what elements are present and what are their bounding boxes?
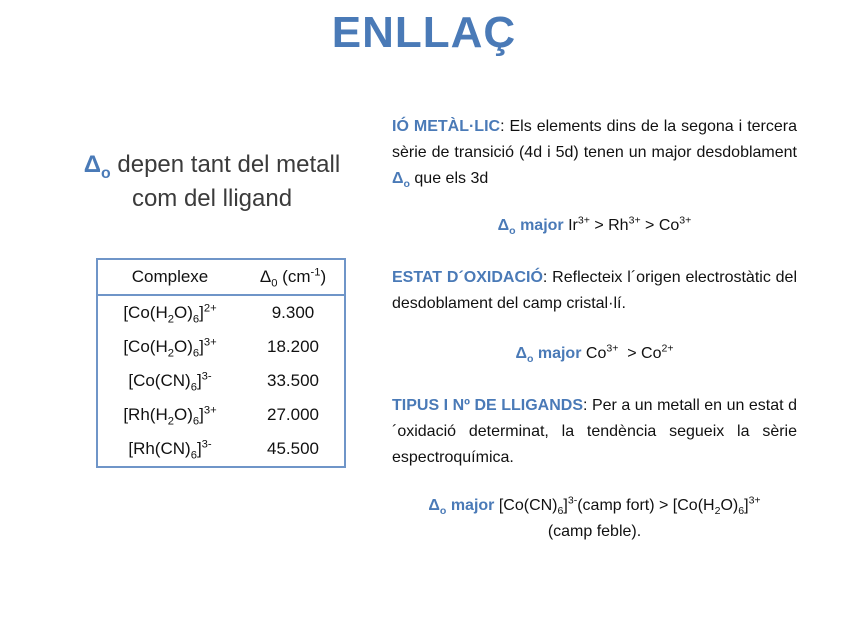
complex-formula: $[Co(H_2O)_6]^{2+}$ bbox=[123, 302, 217, 326]
complex-formula: $[Co(H_2O)_6]^{3+}$ bbox=[123, 336, 217, 360]
complex-table bbox=[96, 258, 346, 468]
ion-metallic-paragraph: IÓ METÀL·LIC: Els elements dins de la segona i tercera sèrie de transició (4d i 5d) tenen un major desdoblament $\Delta_o$ que els 3d bbox=[392, 118, 797, 191]
ion-metallic-label: IÓ METÀL·LIC bbox=[392, 118, 501, 135]
table-row bbox=[97, 398, 345, 432]
ligand-type-label: TIPUS I Nº DE LLIGANDS bbox=[392, 397, 584, 414]
oxidation-state-formula: $\Delta_o$ major $Co^{3+} > Co^{2+}$ bbox=[515, 342, 674, 366]
table-row bbox=[97, 330, 345, 364]
delta-value: 9.300 bbox=[271, 303, 315, 322]
oxidation-state-paragraph: ESTAT D´OXIDACIÓ: Reflecteix l´origen electrostàtic del desdoblament del camp cristal·lí. bbox=[392, 269, 797, 312]
delta-value: 18.200 bbox=[267, 337, 319, 356]
left-heading bbox=[62, 148, 362, 216]
delta-value: 27.000 bbox=[267, 405, 319, 424]
table-row bbox=[97, 432, 345, 467]
ion-metallic-formula: $\Delta_o$ major $Ir^{3+} > Rh^{3+} > Co^{3+}$ bbox=[497, 214, 692, 238]
column-header-delta: $\Delta_0$ $(cm^{-1})$ bbox=[242, 259, 345, 295]
complex-formula: $[Rh(CN)_6]^{3-}$ bbox=[128, 438, 212, 462]
ligand-type-formula: $\Delta_o$ major $[Co(CN)_6]^{3-}(camp$ fort) > $[Co(H_2O)_6]^{3+}$ (camp feble). bbox=[428, 494, 761, 540]
complex-formula: $[Rh(H_2O)_6]^{3+}$ bbox=[123, 404, 217, 428]
complex-formula: $[Co(CN)_6]^{3-}$ bbox=[128, 370, 212, 394]
table-row bbox=[97, 364, 345, 398]
left-heading-text: depen tant del metall com del lligand bbox=[110, 151, 341, 212]
delta-symbol: Δ bbox=[83, 151, 102, 178]
oxidation-state-label: ESTAT D´OXIDACIÓ bbox=[392, 269, 543, 286]
delta-value: 45.500 bbox=[267, 439, 319, 458]
column-header-complexe: Complexe bbox=[97, 259, 242, 295]
delta-value: 33.500 bbox=[267, 371, 319, 390]
delta-subscript: o bbox=[101, 164, 111, 182]
table-header-row bbox=[97, 259, 345, 295]
slide-title: ENLLAÇ bbox=[331, 8, 517, 57]
ligand-type-paragraph: TIPUS I Nº DE LLIGANDS: Per a un metall en un estat d´oxidació determinat, la tendència segueix la sèrie espectroquímica. bbox=[392, 397, 797, 466]
table-row bbox=[97, 295, 345, 330]
